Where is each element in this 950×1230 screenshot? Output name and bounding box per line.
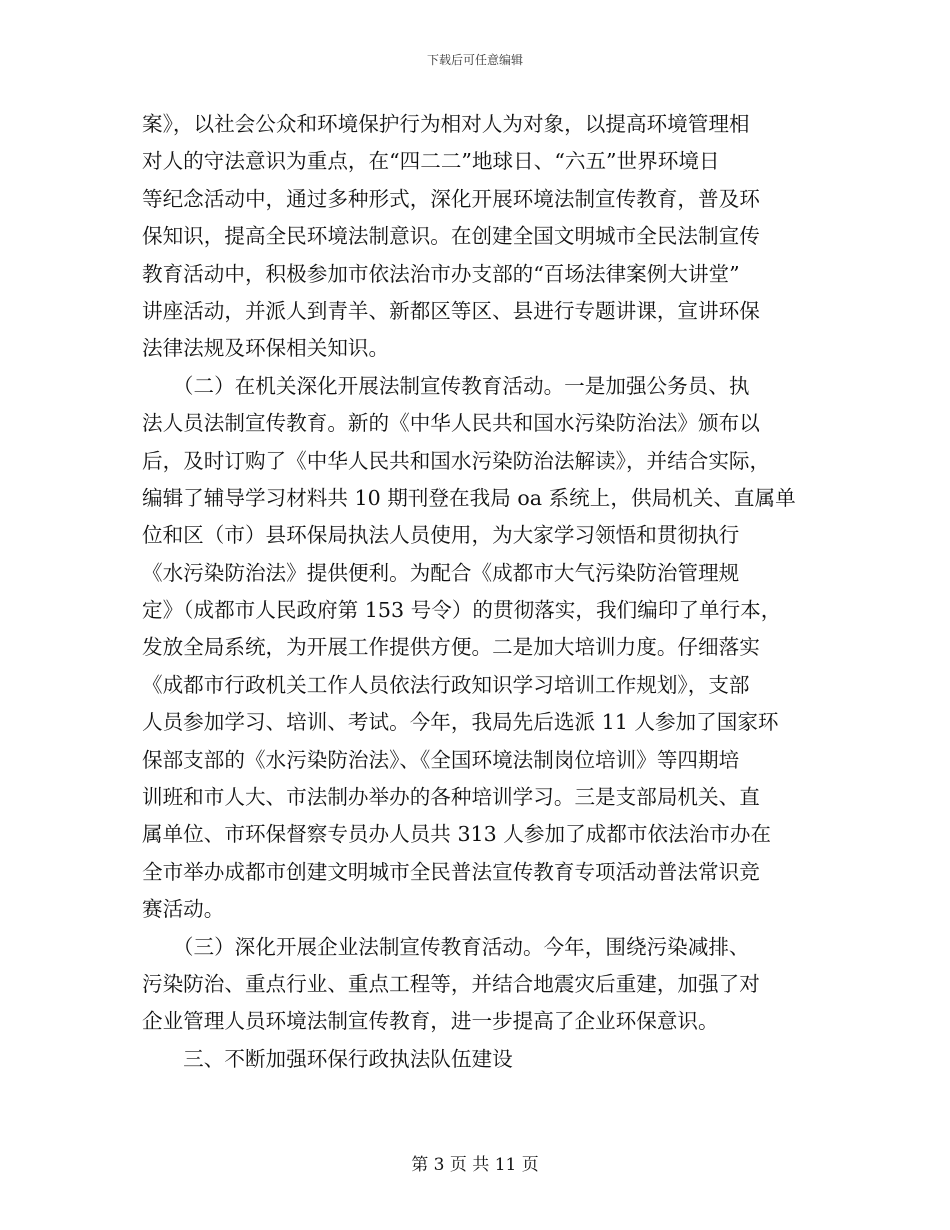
body-line: 赛活动。	[142, 897, 225, 922]
body-line: 保知识，提高全民环境法制意识。在创建全国文明城市全民法制宣传	[142, 224, 760, 249]
body-line: 《水污染防治法》提供便利。为配合《成都市大气污染防治管理规	[142, 560, 740, 585]
body-line: 属单位、市环保督察专员办人员共 313 人参加了成都市依法治市办在	[142, 822, 772, 847]
body-line: 《成都市行政机关工作人员依法行政知识学习培训工作规划》，支部	[142, 672, 750, 697]
body-line: 发放全局系统，为开展工作提供方便。二是加大培训力度。仔细落实	[142, 635, 760, 660]
page-header-note: 下载后可任意编辑	[426, 53, 523, 67]
body-line: 对人的守法意识为重点，在“四二二”地球日、“六五”世界环境日	[142, 149, 720, 174]
body-line: 案》，以社会公众和环境保护行为相对人为对象，以提高环境管理相	[142, 112, 750, 136]
body-line: 后，及时订购了《中华人民共和国水污染防治法解读》，并结合实际，	[142, 448, 771, 473]
page-number-footer: 第 3 页 共 11 页	[411, 1155, 539, 1175]
body-line: 法人员法制宣传教育。新的《中华人民共和国水污染防治法》颁布以	[142, 411, 760, 436]
body-line: （三）深化开展企业法制宣传教育活动。今年，围绕污染减排、	[142, 934, 750, 959]
body-line: 污染防治、重点行业、重点工程等，并结合地震灾后重建，加强了对	[142, 971, 760, 996]
body-line: 人员参加学习、培训、考试。今年，我局先后选派 11 人参加了国家环	[142, 710, 779, 735]
body-line: 位和区（市）县环保局执法人员使用，为大家学习领悟和贯彻执行	[142, 523, 740, 548]
body-line: 法律法规及环保相关知识。	[142, 336, 390, 361]
body-line: 训班和市人大、市法制办举办的各种培训学习。三是支部局机关、直	[142, 785, 760, 810]
body-line: 教育活动中，积极参加市依法治市办支部的“百场法律案例大讲堂”	[142, 261, 740, 286]
body-line: 全市举办成都市创建文明城市全民普法宣传教育专项活动普法常识竞	[142, 859, 760, 884]
body-line: 等纪念活动中，通过多种形式，深化开展环境法制宣传教育，普及环	[142, 186, 760, 211]
document-body	[142, 106, 806, 1078]
body-line: 保部支部的《水污染防治法》、《全国环境法制岗位培训》等四期培	[142, 747, 740, 772]
body-line: 讲座活动，并派人到青羊、新都区等区、县进行专题讲课，宣讲环保	[142, 298, 760, 323]
body-line: 三、不断加强环保行政执法队伍建设	[142, 1046, 513, 1071]
body-line: 定》（成都市人民政府第 153 号令）的贯彻落实，我们编印了单行本，	[142, 598, 782, 623]
body-line: （二）在机关深化开展法制宣传教育活动。一是加强公务员、执	[142, 373, 750, 398]
body-line: 企业管理人员环境法制宣传教育，进一步提高了企业环保意识。	[142, 1009, 719, 1034]
body-line: 编辑了辅导学习材料共 10 期刊登在我局 oa 系统上，供局机关、直属单	[142, 485, 796, 510]
